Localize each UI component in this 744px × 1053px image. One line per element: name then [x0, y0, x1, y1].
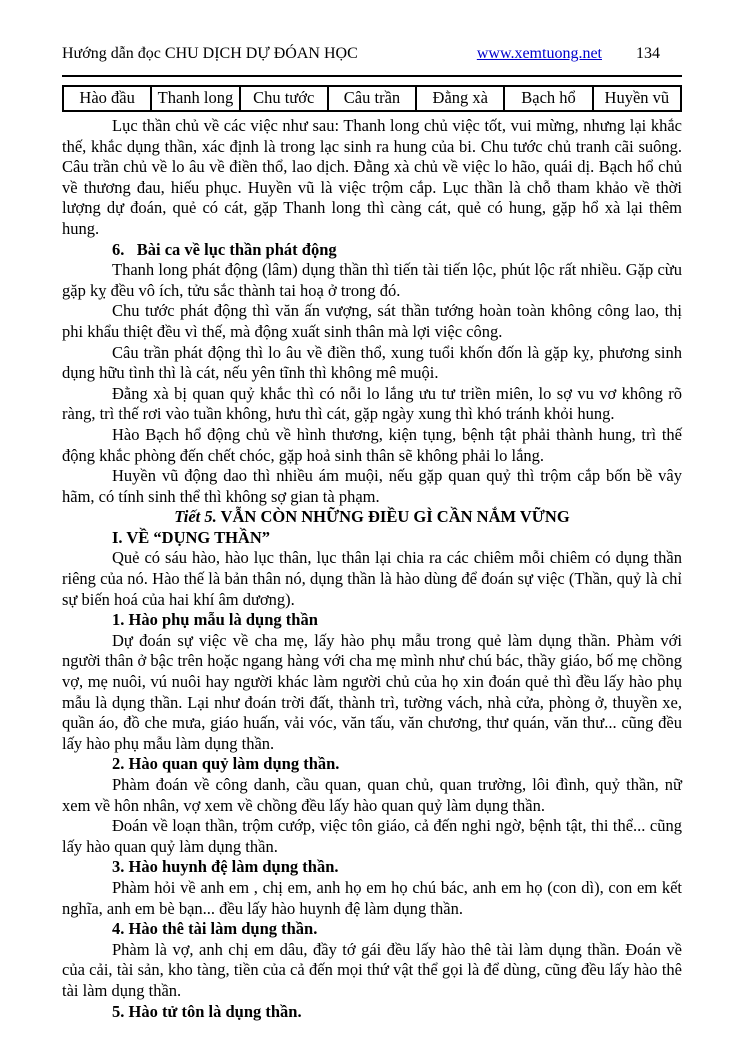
page-header — [62, 44, 682, 64]
heading-hao-quan-quy: 2. Hào quan quỷ làm dụng thần. — [112, 754, 340, 774]
website-link[interactable]: www.xemtuong.net — [476, 45, 602, 62]
table-cell-6: Bạch hổ — [504, 86, 592, 111]
section-title-tiet-5: Tiết 5. VẪN CÒN NHỮNG ĐIỀU GÌ CẦN NẮM VỮNG — [174, 507, 570, 527]
table-cell-3: Chu tước — [240, 86, 328, 111]
para-que-sau-hao: Quẻ có sáu hào, hào lục thân, lục thân lại chia ra các chiêm mỗi chiêm có dụng thần riêng của nó. Hào thế là bản thân nó, dụng thần là hào dùng để đoán sự việc (Thần, quỷ là chỉ sự biến hoá của hai khí âm dương). — [62, 548, 682, 609]
content — [62, 116, 682, 1022]
para-hao-quan-quy-2: Đoán về loạn thần, trộm cướp, việc tôn giáo, cả đến nghi ngờ, bệnh tật, thi thể... cũng lấy hào quan quỷ làm dụng thần. — [62, 816, 682, 856]
luc-than-table-row — [63, 86, 681, 111]
header-rule — [62, 75, 682, 77]
para-bach-ho: Hào Bạch hổ động chủ về hình thương, kiện tụng, bệnh tật phải thành hung, trì thế động khắc phòng đến chết chóc, gặp hoả sinh thân sẽ không phải lo lắng. — [62, 424, 682, 465]
header-right — [477, 44, 682, 64]
para-chu-tuoc: Chu tước phát động thì văn ấn vượng, sát thần tướng hoàn toàn không công lao, thị phi khẩu thiệt đều vì thế, mà động xuất sinh thân mà lợi việc công. — [62, 301, 682, 341]
table-cell-4: Câu trần — [328, 86, 416, 111]
heading-bai-ca-luc-than: 6. Bài ca về lục thần phát động — [112, 239, 337, 259]
page-number: 134 — [636, 45, 660, 62]
heading-ve-dung-than: I. VỀ “DỤNG THẦN” — [112, 527, 270, 547]
table-cell-2: Thanh long — [151, 86, 239, 111]
para-cau-tran: Câu trần phát động thì lo âu về điền thổ, xung tuổi khốn đốn là gặp kỵ, phương sinh dụng hữu tình thì là cát, nếu yên tĩnh thì không mê muội. — [62, 342, 682, 383]
para-thanh-long: Thanh long phát động (lâm) dụng thần thì tiến tài tiến lộc, phút lộc rất nhiều. Gặp cừu gặp kỵ đều vô ích, tửu sắc thành tai hoạ ở trong đó. — [62, 260, 682, 300]
luc-than-table — [62, 85, 682, 112]
heading-hao-the-tai: 4. Hào thê tài làm dụng thần. — [112, 919, 318, 939]
table-cell-7: Huyền vũ — [593, 86, 681, 111]
para-hao-huynh-de: Phàm hỏi về anh em , chị em, anh họ em họ chú bác, anh em họ (con dì), con em kết nghĩa, anh em bè bạn... đều lấy hào huynh đệ làm dụng thần. — [62, 877, 682, 918]
para-luc-than-overview: Lục thần chủ về các việc như sau: Thanh long chủ việc tốt, vui mừng, nhưng lại khắc thế, khắc dụng thần, xác định là trong lạc sinh ra hung của bi. Chu tước chủ tranh cãi suông. Câu trần chủ về lo âu về điền thổ, lao dịch. Đằng xà chủ về việc lo hão, quái dị. Bạch hổ chủ về thương đau, hiếu phục. Huyền vũ là việc trộm cắp. Lục thần là chỗ tham khảo về thời lượng dự đoán, quẻ có cát, gặp Thanh long thì càng cát, quẻ có hung, gặp hổ xà lại thêm hung. — [62, 116, 682, 238]
table-cell-1: Hào đầu — [63, 86, 151, 111]
para-huyen-vu: Huyền vũ động dao thì nhiều ám muội, nếu gặp quan quỷ thì trộm cắp bốn bề vây hãm, có tính sinh thể thì không sợ gian tà phạm. — [62, 466, 682, 506]
section-title-prefix: Tiết 5. — [174, 507, 217, 527]
heading-hao-tu-ton: 5. Hào tử tôn là dụng thần. — [112, 1001, 302, 1021]
para-hao-phu-mau: Dự đoán sự việc về cha mẹ, lấy hào phụ mẫu trong quẻ làm dụng thần. Phàm với người thân ở bậc trên hoặc ngang hàng với cha mẹ mình như chú bác, thầy giáo, bố mẹ chồng vợ, mẹ nuôi, vú nuôi hay người khác làm người chủ của họ xin đoán quẻ thì đều lấy hào phụ mẫu là dụng thần. Lại như đoán trời đất, thành trì, tường vách, nhà cửa, phòng ở, thuyền xe, quần áo, đồ che mưa, giáo huấn, vải vóc, văn tấu, văn chương, thư quán, văn thư... cũng đều lấy hào phụ mẫu làm dụng thần. — [62, 630, 682, 753]
table-cell-5: Đằng xà — [416, 86, 504, 111]
heading-hao-phu-mau: 1. Hào phụ mẫu là dụng thần — [112, 610, 318, 630]
para-hao-quan-quy-1: Phàm đoán về công danh, cầu quan, quan chủ, quan trường, lôi đình, quỷ thần, nữ xem về hôn nhân, vợ xem về chồng đều lấy hào quan quỷ làm dụng thần. — [62, 775, 682, 815]
heading-hao-huynh-de: 3. Hào huynh đệ làm dụng thần. — [112, 857, 339, 877]
para-hao-the-tai: Phàm là vợ, anh chị em dâu, đầy tớ gái đều lấy hào thê tài làm dụng thần. Đoán về của cải, tài sản, kho tàng, tiền của cả đến mọi thứ vật thể gọi là để dùng, cũng đều lấy hào thê tài làm dụng thần. — [62, 939, 682, 1000]
para-dang-xa: Đằng xà bị quan quỷ khắc thì có nỗi lo lắng ưu tư triền miên, lo sợ vu vơ không rõ ràng, trì thế rơi vào tuần không, hưu thì cát, gặp ngày xung thì khó tránh khỏi hung. — [62, 383, 682, 424]
document-title: Hướng dẫn đọc CHU DỊCH DỰ ĐÓAN HỌC — [62, 45, 358, 62]
